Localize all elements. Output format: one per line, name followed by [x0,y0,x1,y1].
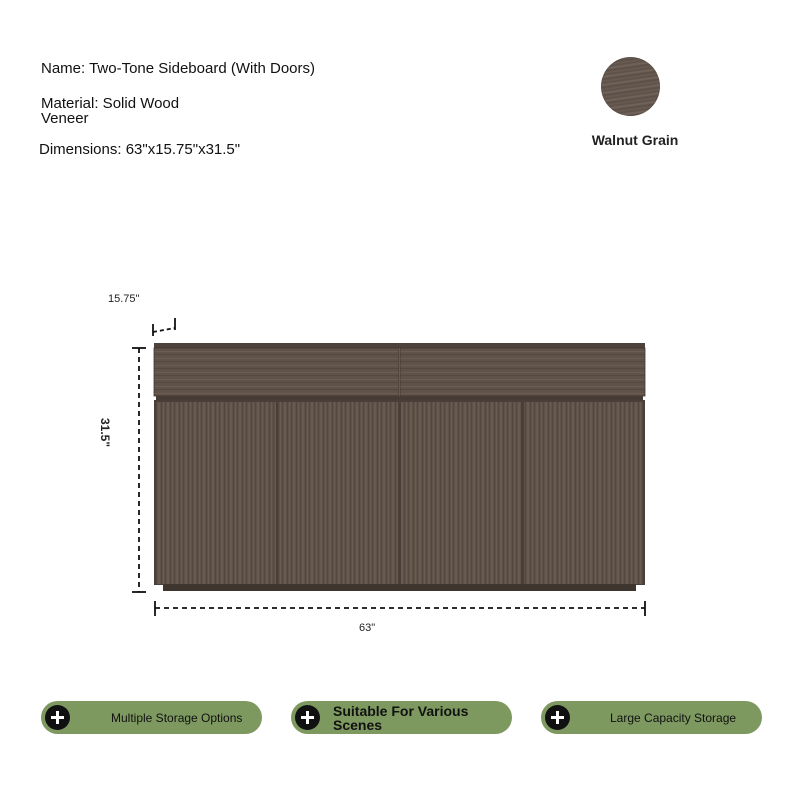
plus-circle-icon [295,705,320,730]
plus-circle-icon [545,705,570,730]
feature-pill-storage-options [41,701,262,734]
product-material: Material: Solid Wood Veneer [41,95,180,127]
height-indicator [132,348,146,592]
sideboard-top [154,343,645,400]
feature-pill-capacity [541,701,762,734]
product-dimensions: Dimensions: 63"x15.75"x31.5" [39,141,241,158]
width-label: 63" [359,622,376,634]
height-label: 31.5" [98,418,112,448]
feature-label: Multiple Storage Options [111,710,243,725]
feature-label: Large Capacity Storage [610,710,737,725]
depth-indicator [153,318,175,336]
feature-pill-various-scenes [291,701,512,734]
width-indicator [155,601,645,616]
depth-label: 15.75" [108,293,140,305]
product-name: Name: Two-Tone Sideboard (With Doors) [41,60,315,77]
plus-circle-icon [45,705,70,730]
swatch-label: Walnut Grain [591,132,679,148]
feature-label: Suitable For Various Scenes [333,702,469,733]
sideboard-doors [154,400,645,591]
